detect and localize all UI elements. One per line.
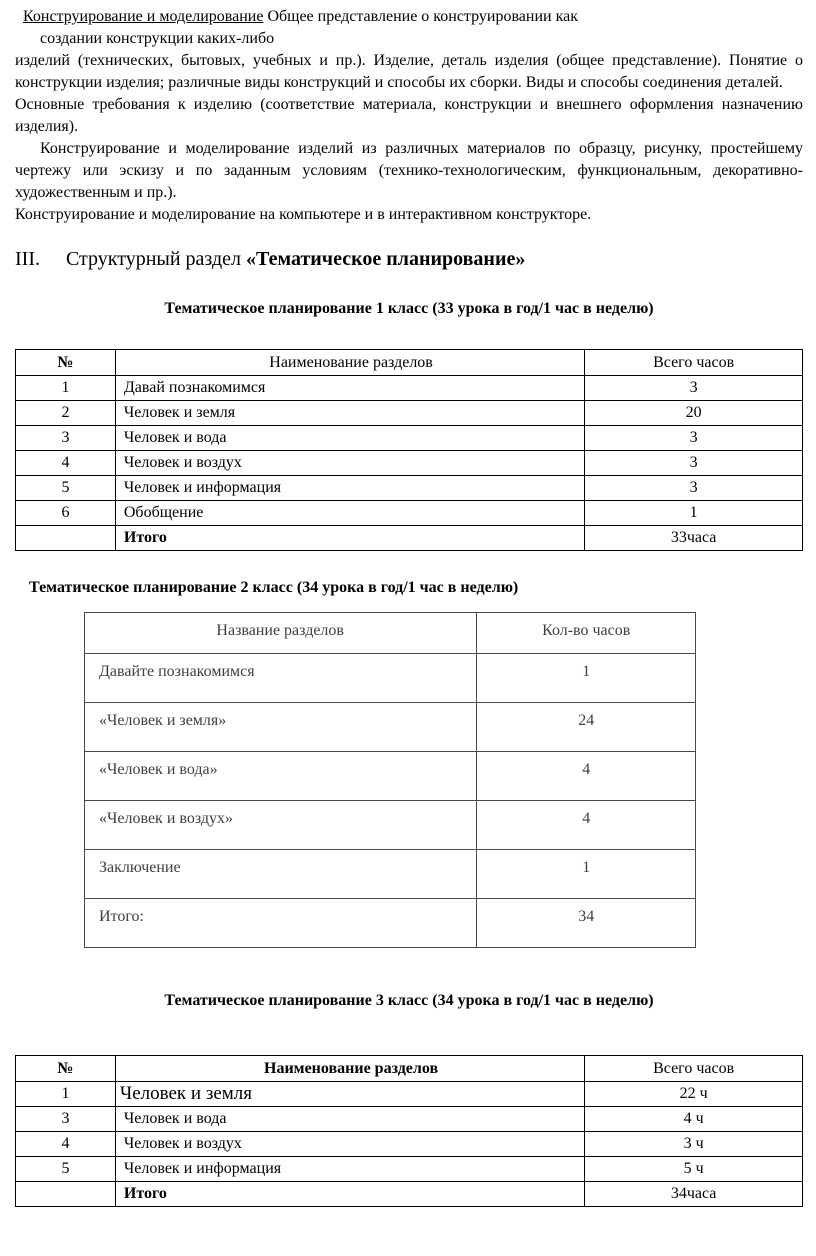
section-heading-number: III. [15, 248, 40, 270]
cell-hours: 1 [477, 654, 696, 703]
cell-hours: 22 ч [585, 1082, 803, 1107]
intro-paragraph-3: Конструирование и моделирование изделий из различных материалов по образцу, рисунку, простейшему чертежу или эскизу и по заданным условиям (технико-технологическим, функциональным, декоративно-художественным и пр.). [15, 140, 803, 201]
cell-total-label: Итого: [85, 899, 477, 948]
cell-number: 6 [16, 501, 116, 526]
cell-number: 3 [16, 1107, 116, 1132]
cell-hours: 3 [585, 426, 803, 451]
cell-section-name: Человек и воздух [115, 451, 584, 476]
intro-lead-line2: создании конструкции каких-либо [40, 30, 275, 47]
cell-section-name: «Человек и вода» [85, 752, 477, 801]
section-heading [15, 246, 803, 272]
cell-total-hours: 34часа [585, 1182, 803, 1207]
cell-section-name: «Человек и воздух» [85, 801, 477, 850]
table-row [16, 1107, 803, 1132]
header-cell-number: № [16, 1056, 116, 1082]
cell-number: 1 [16, 1082, 116, 1107]
table-row [16, 1157, 803, 1182]
cell-number: 5 [16, 1157, 116, 1182]
header-cell-hours: Всего часов [585, 1056, 803, 1082]
intro-paragraph-2: Основные требования к изделию (соответствие материала, конструкции и внешнего оформления назначению изделия). [15, 96, 803, 135]
table2-caption: Тематическое планирование 2 класс (34 урока в год/1 час в неделю) [29, 579, 519, 596]
cell-total-hours: 33часа [585, 526, 803, 551]
table-total-row [16, 1182, 803, 1207]
table-row [16, 1132, 803, 1157]
curriculum-table-grade2 [84, 612, 696, 948]
table-total-row [16, 526, 803, 551]
cell-number [16, 526, 116, 551]
cell-section-name: Человек и информация [115, 1157, 584, 1182]
header-cell-section: Наименование разделов [115, 350, 584, 376]
cell-hours: 24 [477, 703, 696, 752]
table-total-row [85, 899, 696, 948]
header-cell-hours: Кол-во часов [477, 613, 696, 654]
table-header-row [85, 613, 696, 654]
cell-number: 1 [16, 376, 116, 401]
cell-hours: 4 ч [585, 1107, 803, 1132]
cell-section-name: Человек и вода [115, 426, 584, 451]
cell-hours: 20 [585, 401, 803, 426]
cell-section-name: Давай познакомимся [115, 376, 584, 401]
table-row [16, 376, 803, 401]
intro-lead-rest: Общее представление о конструировании как [263, 8, 578, 25]
intro-paragraph-1: изделий (технических, бытовых, учебных и пр.). Изделие, деталь изделия (общее представление). Понятие о конструкции изделия; различные виды конструкций и способы их сборки. Виды и способы соединения деталей. [15, 52, 803, 91]
cell-number: 4 [16, 451, 116, 476]
cell-number [16, 1182, 116, 1207]
cell-section-name: Заключение [85, 850, 477, 899]
table-header-row [16, 1056, 803, 1082]
table-row [16, 476, 803, 501]
cell-section-name: Человек и воздух [115, 1132, 584, 1157]
intro-section [15, 6, 803, 226]
cell-section-name: Человек и информация [115, 476, 584, 501]
intro-lead-underlined: Конструирование и моделирование [23, 8, 264, 25]
intro-paragraph-4: Конструирование и моделирование на компьютере и в интерактивном конструкторе. [15, 206, 592, 223]
cell-hours: 1 [477, 850, 696, 899]
cell-section-name: Человек и земля [115, 401, 584, 426]
table1-caption: Тематическое планирование 1 класс (33 урока в год/1 час в неделю) [164, 300, 654, 317]
curriculum-table-grade3 [15, 1055, 803, 1207]
header-cell-section: Наименование разделов [115, 1056, 584, 1082]
curriculum-table-grade1 [15, 349, 803, 551]
table-row [85, 654, 696, 703]
cell-hours: 1 [585, 501, 803, 526]
header-cell-section: Название разделов [85, 613, 477, 654]
cell-hours: 3 ч [585, 1132, 803, 1157]
cell-total-label: Итого [115, 1182, 584, 1207]
cell-hours: 4 [477, 752, 696, 801]
table-row [16, 426, 803, 451]
cell-section-name: Человек и земля [115, 1082, 584, 1107]
table-row [85, 703, 696, 752]
cell-total-hours: 34 [477, 899, 696, 948]
cell-section-name: Давайте познакомимся [85, 654, 477, 703]
cell-hours: 3 [585, 376, 803, 401]
cell-hours: 4 [477, 801, 696, 850]
table-header-row [16, 350, 803, 376]
cell-number: 4 [16, 1132, 116, 1157]
table-row [16, 1082, 803, 1107]
intro-lead-line [15, 6, 803, 28]
cell-number: 5 [16, 476, 116, 501]
cell-number: 3 [16, 426, 116, 451]
cell-section-name: «Человек и земля» [85, 703, 477, 752]
header-cell-number: № [16, 350, 116, 376]
table-row [16, 401, 803, 426]
table-row [85, 850, 696, 899]
section-heading-emphasis: «Тематическое планирование» [246, 248, 526, 270]
table-row [85, 801, 696, 850]
cell-section-name: Человек и вода [115, 1107, 584, 1132]
cell-hours: 3 [585, 476, 803, 501]
cell-section-name: Обобщение [115, 501, 584, 526]
header-cell-hours: Всего часов [585, 350, 803, 376]
cell-total-label: Итого [115, 526, 584, 551]
section-heading-text: Структурный раздел [65, 248, 247, 270]
cell-number: 2 [16, 401, 116, 426]
cell-hours: 3 [585, 451, 803, 476]
cell-hours: 5 ч [585, 1157, 803, 1182]
table-row [85, 752, 696, 801]
table-row [16, 451, 803, 476]
table3-caption: Тематическое планирование 3 класс (34 урока в год/1 час в неделю) [164, 992, 654, 1009]
table-row [16, 501, 803, 526]
